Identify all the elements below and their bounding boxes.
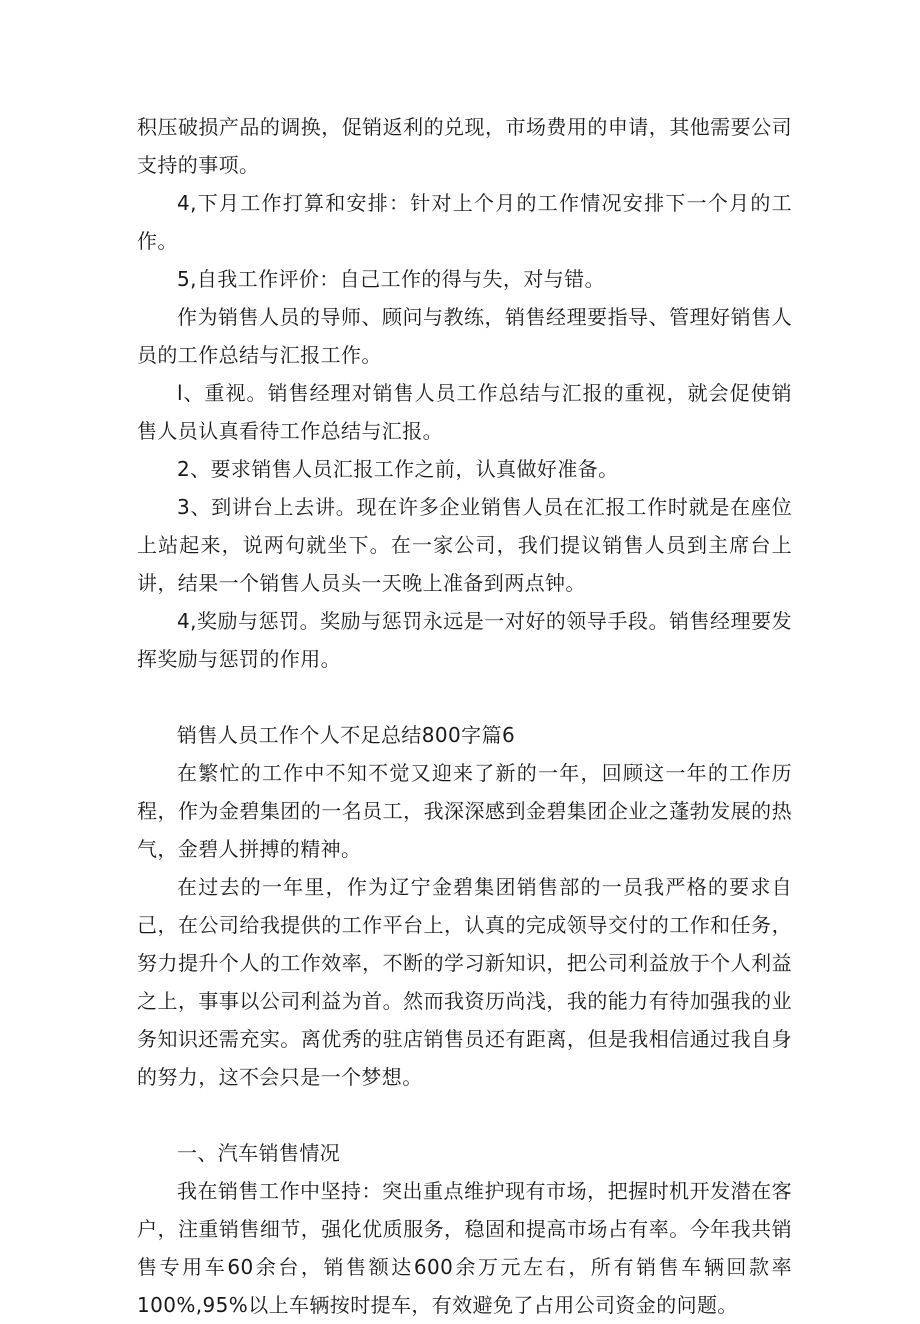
section-heading: 销售人员工作个人不足总结800字篇6 [177,723,516,747]
paragraph: 积压破损产品的调换，促销返利的兑现，市场费用的申请，其他需要公司支持的事项。 [137,115,792,177]
paragraph: 在繁忙的工作中不知不觉又迎来了新的一年，回顾这一年的工作历程，作为金碧集团的一名员工，我深深感到金碧集团企业之蓬勃发展的热气，金碧人拼搏的精神。 [137,761,792,861]
paragraph: 2、要求销售人员汇报工作之前，认真做好准备。 [177,457,619,481]
paragraph: 5,自我工作评价：自己工作的得与失，对与错。 [177,267,605,291]
paragraph: 作为销售人员的导师、顾问与教练，销售经理要指导、管理好销售人员的工作总结与汇报工作。 [137,305,792,367]
paragraph: 我在销售工作中坚持：突出重点维护现有市场，把握时机开发潜在客户，注重销售细节，强化优质服务，稳固和提高市场占有率。今年我共销售专用车60余台，销售额达600余万元左右，所有销售车辆回款率100%,95%以上车辆按时提车，有效避免了占用公司资金的问题。 [137,1179,792,1317]
section-heading: 一、汽车销售情况 [177,1141,341,1165]
paragraph: 在过去的一年里，作为辽宁金碧集团销售部的一员我严格的要求自己，在公司给我提供的工作平台上，认真的完成领导交付的工作和任务，努力提升个人的工作效率，不断的学习新知识，把公司利益放于个人利益之上，事事以公司利益为首。然而我资历尚浅，我的能力有待加强我的业务知识还需充实。离优秀的驻店销售员还有距离，但是我相信通过我自身的努力，这不会只是一个梦想。 [137,875,792,1089]
paragraph: 3、到讲台上去讲。现在许多企业销售人员在汇报工作时就是在座位上站起来，说两句就坐下。在一家公司，我们提议销售人员到主席台上讲，结果一个销售人员头一天晚上准备到两点钟。 [137,495,792,595]
blank-line [137,1096,792,1134]
paragraph: 4,下月工作打算和安排：针对上个月的工作情况安排下一个月的工作。 [137,191,792,253]
document-body [137,108,792,1324]
paragraph: l、重视。销售经理对销售人员工作总结与汇报的重视，就会促使销售人员认真看待工作总结与汇报。 [137,381,792,443]
blank-line [137,678,792,716]
paragraph: 4,奖励与惩罚。奖励与惩罚永远是一对好的领导手段。销售经理要发挥奖励与惩罚的作用。 [137,609,792,671]
